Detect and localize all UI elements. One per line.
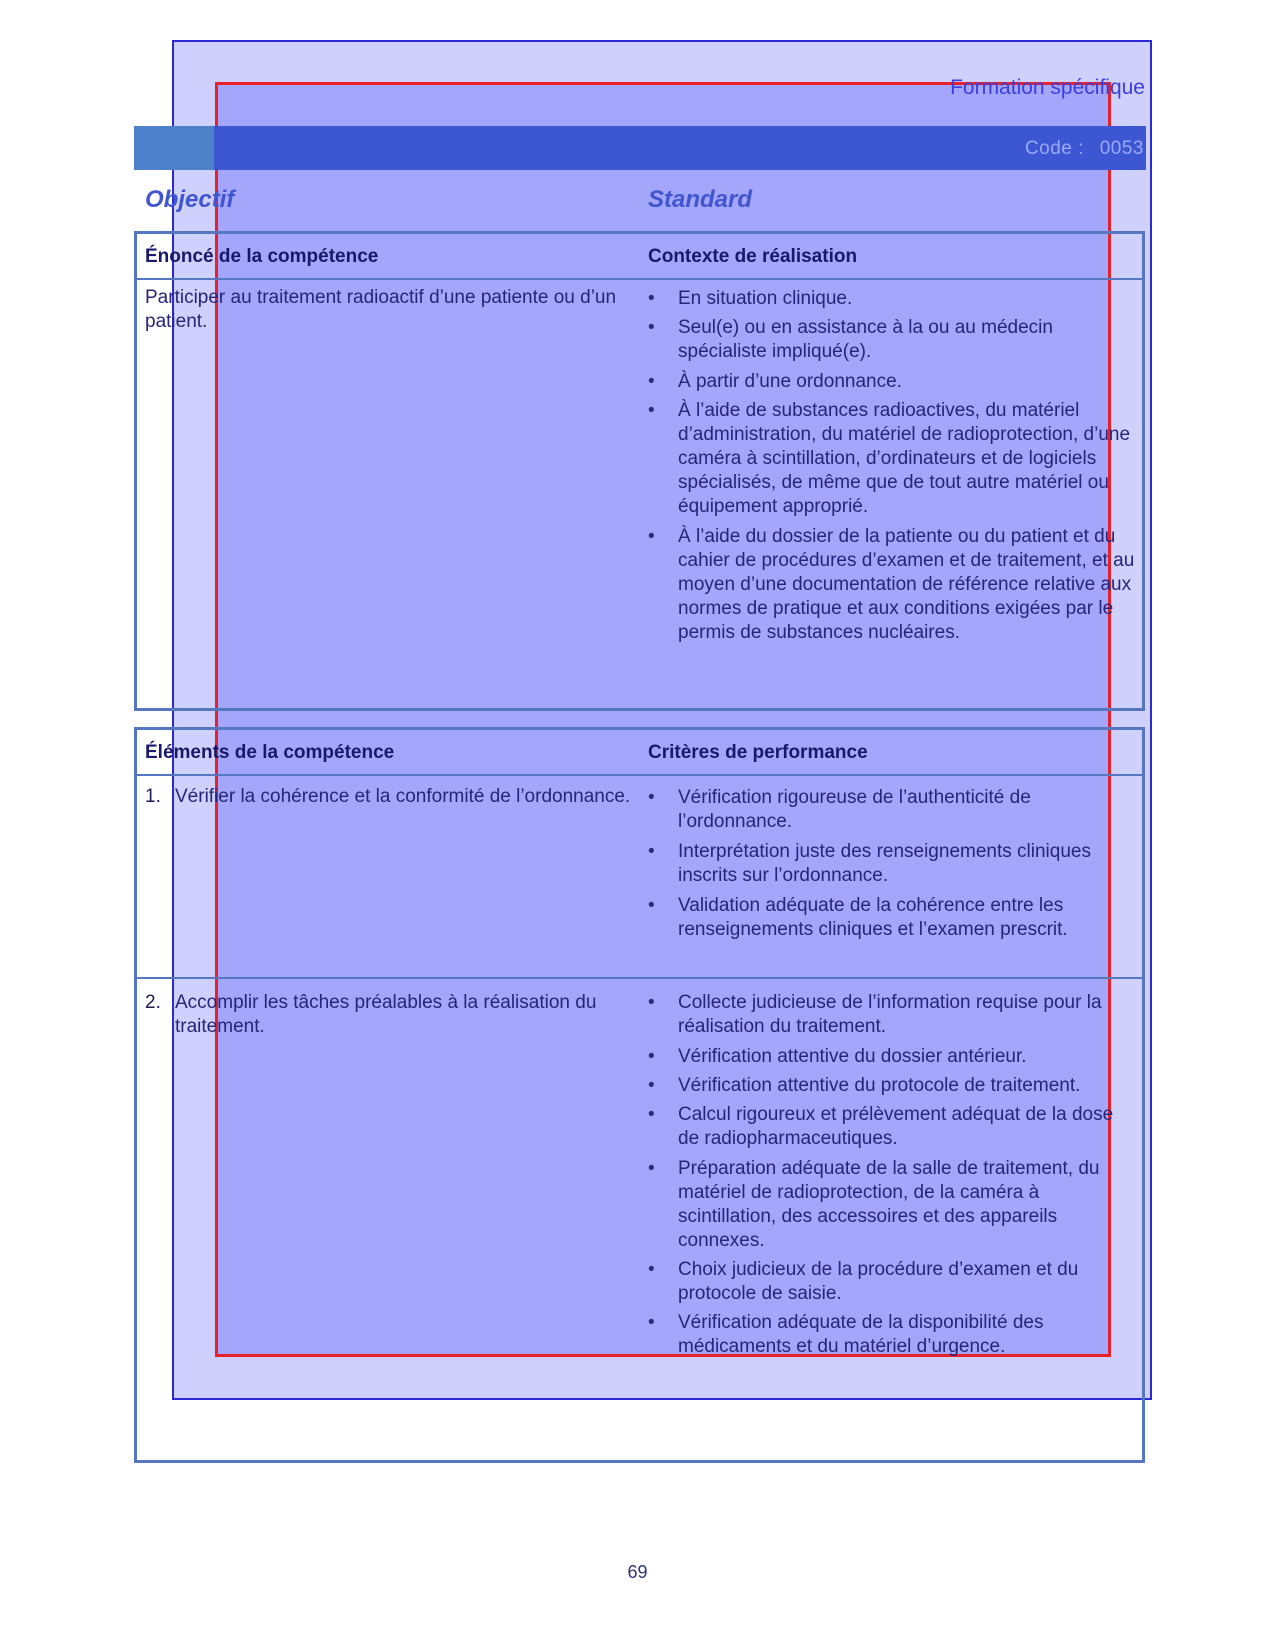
row-separator: [137, 977, 1142, 979]
criterion-item: • Choix judicieux de la procédure d’examen et du protocole de saisie.: [648, 1259, 1079, 1304]
context-item: • À l’aide de substances radioactives, du matériel d’administration, du matériel de radioprotection, d’une caméra à scintillation, d’ordinateurs et de logiciels spécialisés, de même que de tout autre matériel ou équipement approprié.: [648, 400, 1131, 517]
code-label: Code :: [1024, 138, 1084, 159]
code-value: 0053: [1099, 138, 1144, 159]
criterion-item: • Vérification attentive du dossier antérieur.: [648, 1046, 1027, 1067]
competency-element: [145, 785, 635, 809]
bullet-icon: •: [648, 1259, 655, 1280]
bullet-icon: •: [648, 1312, 655, 1333]
objective-title: Objectif: [145, 186, 235, 213]
criterion-item: • Vérification rigoureuse de l’authenticité de l’ordonnance.: [648, 787, 1031, 832]
criterion-item: • Calcul rigoureux et prélèvement adéquat de la dose de radiopharmaceutiques.: [648, 1104, 1114, 1149]
criterion-item: • Interprétation juste des renseignements cliniques inscrits sur l’ordonnance.: [648, 841, 1091, 886]
element-text: Vérifier la cohérence et la conformité de l’ordonnance.: [175, 786, 631, 807]
element-number: 2.: [145, 992, 161, 1013]
bullet-icon: •: [648, 1075, 655, 1096]
criterion-item: • Vérification adéquate de la disponibilité des médicaments et du matériel d’urgence.: [648, 1312, 1044, 1357]
context-item: • En situation clinique.: [648, 288, 853, 309]
criterion-item: • Vérification attentive du protocole de traitement.: [648, 1075, 1081, 1096]
competency-statement: Participer au traitement radioactif d’une patiente ou d’un patient.: [145, 287, 617, 332]
context-item: • À partir d’une ordonnance.: [648, 371, 902, 392]
standard-title: Standard: [648, 186, 753, 213]
bullet-icon: •: [648, 895, 655, 916]
bullet-icon: •: [648, 1158, 655, 1179]
context-header: Contexte de réalisation: [648, 246, 858, 267]
bullet-icon: •: [648, 371, 655, 392]
context-item: • À l’aide du dossier de la patiente ou du patient et du cahier de procédures d’examen et de traitement, et au moyen d’une documentation de référence relative aux normes de pratique et aux conditions exigées par le permis de substances nucléaires.: [648, 526, 1135, 643]
criterion-item: • Collecte judicieuse de l’information requise pour la réalisation du traitement.: [648, 992, 1102, 1037]
bullet-icon: •: [648, 1046, 655, 1067]
competency-element: [145, 991, 635, 1039]
criterion-item: • Validation adéquate de la cohérence entre les renseignements cliniques et l’examen prescrit.: [648, 895, 1068, 940]
element-text: Accomplir les tâches préalables à la réalisation du traitement.: [175, 992, 597, 1037]
statement-header: Énoncé de la compétence: [145, 246, 379, 267]
context-item: • Seul(e) ou en assistance à la ou au médecin spécialiste impliqué(e).: [648, 317, 1053, 362]
bullet-icon: •: [648, 288, 655, 309]
document-category: Formation spécifique: [950, 76, 1145, 99]
criterion-item: • Préparation adéquate de la salle de traitement, du matériel de radioprotection, de la caméra à scintillation, des accessoires et des appareils connexes.: [648, 1158, 1100, 1251]
bullet-icon: •: [648, 400, 655, 421]
bullet-icon: •: [648, 317, 655, 338]
code-band: [134, 126, 1146, 170]
element-number: 1.: [145, 786, 161, 807]
bullet-icon: •: [648, 841, 655, 862]
code-band-accent: [134, 126, 214, 170]
bullet-icon: •: [648, 992, 655, 1013]
competency-code: [1025, 138, 1144, 160]
elements-header: Éléments de la compétence: [145, 742, 395, 763]
bullet-icon: •: [648, 787, 655, 808]
criteria-header: Critères de performance: [648, 742, 868, 763]
page-number: 69: [627, 1562, 648, 1582]
bullet-icon: •: [648, 1104, 655, 1125]
bullet-icon: •: [648, 526, 655, 547]
